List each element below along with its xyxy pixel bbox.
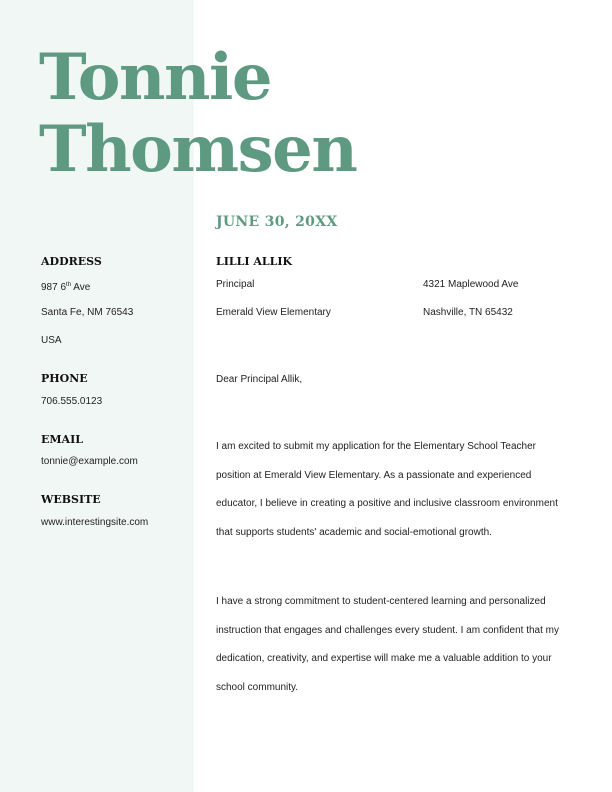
address-heading: ADDRESS bbox=[41, 255, 102, 268]
paragraph-line: position at Emerald View Elementary. As a passionate and experienced bbox=[216, 469, 532, 481]
website-value: www.interestingsite.com bbox=[41, 517, 149, 528]
paragraph-line: that supports students' academic and social-emotional growth. bbox=[216, 526, 492, 538]
letter-paragraph-1 bbox=[216, 433, 582, 547]
letter-paragraph-2 bbox=[216, 588, 582, 702]
paragraph-line: school community. bbox=[216, 681, 299, 693]
address-street bbox=[41, 279, 90, 294]
paragraph-line: I am excited to submit my application for the Elementary School Teacher bbox=[216, 441, 536, 452]
address-street-number: 987 6 bbox=[41, 282, 67, 293]
website-heading: WEBSITE bbox=[41, 493, 101, 506]
letter-date: JUNE 30, 20XX bbox=[216, 214, 338, 230]
address-street-ordinal: th bbox=[66, 282, 72, 288]
address-country: USA bbox=[41, 335, 62, 346]
address-street-name: Ave bbox=[71, 282, 91, 293]
phone-value: 706.555.0123 bbox=[41, 396, 103, 407]
paragraph-line: dedication, creativity, and expertise will make me a valuable addition to your bbox=[216, 653, 552, 664]
paragraph-line: I have a strong commitment to student-centered learning and personalized bbox=[216, 596, 546, 607]
applicant-last-name: Thomsen bbox=[39, 112, 357, 187]
recipient-name: LILLI ALLIK bbox=[216, 255, 293, 268]
recipient-title: Principal bbox=[216, 279, 255, 290]
recipient-city: Nashville, TN 65432 bbox=[423, 307, 513, 318]
applicant-name bbox=[39, 42, 356, 186]
phone-heading: PHONE bbox=[41, 372, 88, 385]
letter-salutation: Dear Principal Allik, bbox=[216, 374, 303, 385]
recipient-organization: Emerald View Elementary bbox=[216, 307, 331, 318]
address-city: Santa Fe, NM 76543 bbox=[41, 307, 134, 318]
recipient-street: 4321 Maplewood Ave bbox=[423, 279, 519, 290]
email-heading: EMAIL bbox=[41, 433, 83, 446]
paragraph-line: instruction that engages and challenges every student. I am confident that my bbox=[216, 624, 559, 636]
applicant-first-name: Tonnie bbox=[39, 40, 272, 115]
email-value: tonnie@example.com bbox=[41, 456, 138, 467]
paragraph-line: educator, I believe in creating a positive and inclusive classroom environment bbox=[216, 498, 558, 509]
